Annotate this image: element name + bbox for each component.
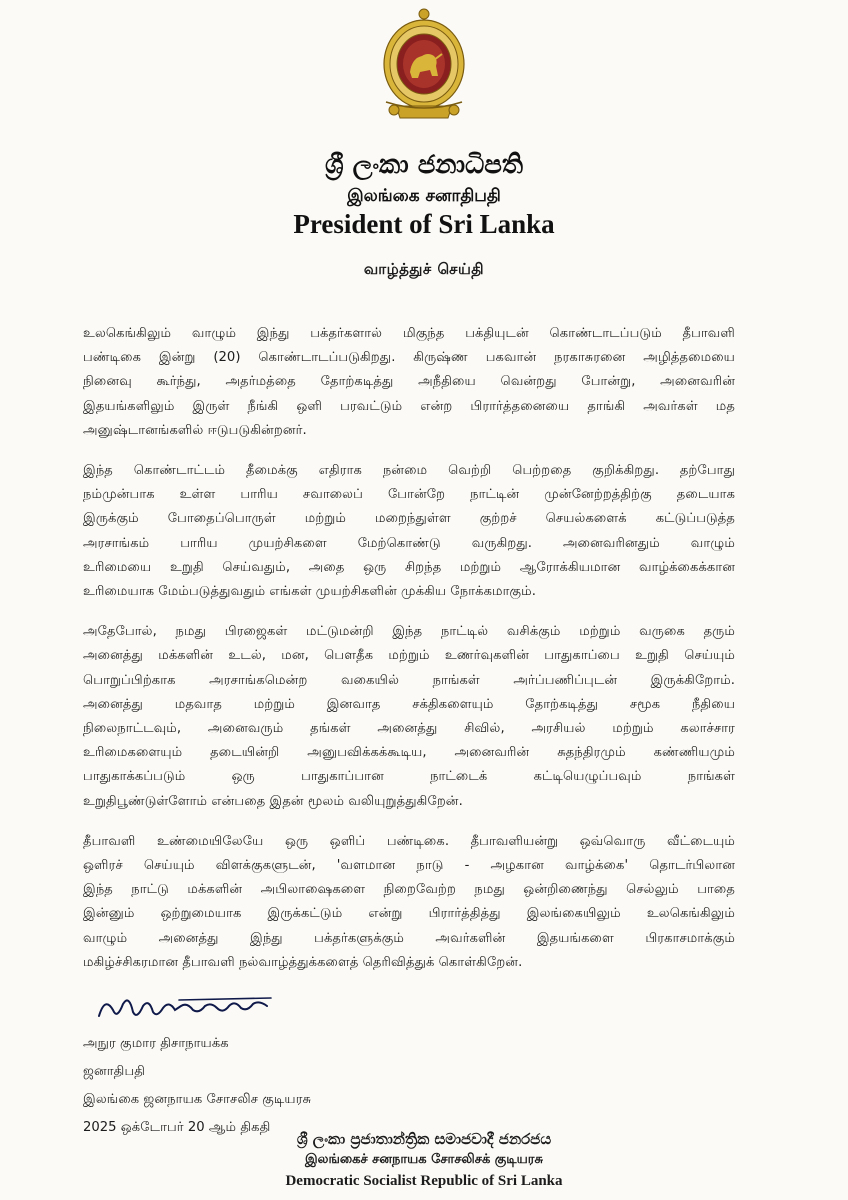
footer — [0, 1128, 848, 1192]
paragraph-line: இந்த நாட்டு மக்களின் அபிலாஷைகளை நிறைவேற்ற நமது ஒன்றிணைந்து செல்லும் பாதை — [83, 882, 735, 898]
letterhead-title-sinhala: ශ්‍රී ලංකා ජනාධිපති — [324, 150, 524, 180]
paragraph-line: உறுதிபூண்டுள்ளோம் என்பதை இதன் மூலம் வலியுறுத்துகிறேன். — [83, 793, 463, 809]
paragraph-line: நினைவு கூர்ந்து, அதர்மத்தை தோற்கடித்து அநீதியை வென்றது போன்று, அனைவரின் — [83, 374, 735, 390]
paragraph-line: உரிமைகளையும் தடையின்றி அனுபவிக்கக்கூடிய, அனைவரின் சுதந்திரமும் கண்ணியமும் — [83, 745, 735, 761]
paragraph-line: இந்த கொண்டாட்டம் தீமைக்கு எதிராக நன்மை வெற்றி பெற்றதை குறிக்கிறது. தற்போது — [83, 463, 735, 479]
signatory-republic: இலங்கை ஜனநாயக சோசலிச குடியரசு — [83, 1092, 312, 1107]
paragraph-line: நிலைநாட்டவும், அனைவரும் தங்கள் அனைத்து சிவில், அரசியல் மற்றும் கலாச்சார — [83, 721, 735, 737]
message-paragraph — [83, 322, 735, 443]
message-body — [83, 322, 735, 991]
footer-tamil: இலங்கைச் சனநாயக சோசலிசக் குடியரசு — [305, 1152, 543, 1167]
paragraph-line: இதயங்களிலும் இருள் நீங்கி ஒளி பரவட்டும் என்ற பிரார்த்தனையை தாங்கி அவர்கள் மத — [83, 398, 735, 414]
message-paragraph — [83, 459, 735, 604]
paragraph-line: அதேபோல், நமது பிரஜைகள் மட்டுமன்றி இந்த நாட்டில் வசிக்கும் மற்றும் வருகை தரும் — [83, 624, 735, 640]
paragraph-line: நம்முன்பாக உள்ள பாரிய சவாலைப் போன்றே நாட்டின் முன்னேற்றத்திற்கு தடையாக — [83, 487, 735, 503]
signatory-name: அநுர குமார திசாநாயக்க — [83, 1036, 229, 1051]
paragraph-line: அனுஷ்டானங்களில் ஈடுபடுகின்றனர். — [83, 422, 307, 438]
footer-sinhala: ශ්‍රී ලංකා ප්‍රජාතාන්ත්‍රික සමාජවාදී ජනරජය — [296, 1130, 552, 1148]
paragraph-line: இன்னும் ஒற்றுமையாக இருக்கட்டும் என்று பிரார்த்தித்து இலங்கையிலும் உலகெங்கிலும் — [83, 906, 735, 922]
message-paragraph — [83, 620, 735, 814]
signatory-title: ஜனாதிபதி — [83, 1064, 146, 1079]
paragraph-line: அரசாங்கம் பாரிய முயற்சிகளை மேற்கொண்டு வருகிறது. அனைவரினதும் வாழும் — [83, 535, 735, 551]
footer-english: Democratic Socialist Republic of Sri Lanka — [285, 1173, 563, 1189]
paragraph-line: பாதுகாக்கப்படும் ஒரு பாதுகாப்பான நாட்டைக் கட்டியெழுப்பவும் நாங்கள் — [83, 769, 735, 785]
letterhead-title-tamil: இலங்கை சனாதிபதி — [347, 186, 501, 206]
paragraph-line: ஒளிரச் செய்யும் விளக்குகளுடன், 'வளமான நாடு - அழகான வாழ்க்கை' தொடர்பிலான — [83, 858, 735, 874]
message-paragraph — [83, 830, 735, 975]
paragraph-line: பொறுப்பிற்காக அரசாங்கமென்ற வகையில் நாங்கள் அர்ப்பணிப்புடன் இருக்கிறோம். — [83, 672, 735, 688]
message-title: வாழ்த்துச் செய்தி — [363, 260, 485, 278]
letterhead-title-english: President of Sri Lanka — [293, 209, 555, 239]
paragraph-line: அனைத்து மக்களின் உடல், மன, பௌதீக மற்றும் உணர்வுகளின் பாதுகாப்பை உறுதி செய்யும் — [83, 648, 735, 664]
paragraph-line: உரிமையை உறுதி செய்வதும், அதை ஒரு சிறந்த மற்றும் ஆரோக்கியமான வாழ்க்கைக்கான — [83, 559, 735, 575]
paragraph-line: உரிமையாக மேம்படுத்துவதும் எங்கள் முயற்சிகளின் முக்கிய நோக்கமாகும். — [83, 584, 536, 600]
paragraph-line: பண்டிகை இன்று (20) கொண்டாடப்படுகிறது. கிருஷ்ண பகவான் நரகாசுரனை அழித்தமையை — [83, 350, 735, 366]
paragraph-line: இருக்கும் போதைப்பொருள் மற்றும் மறைந்துள்ள குற்றச் செயல்களைக் கட்டுப்படுத்த — [83, 511, 735, 527]
paragraph-line: தீபாவளி உண்மையிலேயே ஒரு ஒளிப் பண்டிகை. தீபாவளியன்று ஒவ்வொரு வீட்டையும் — [83, 833, 735, 849]
state-emblem-icon — [380, 6, 468, 124]
paragraph-line: வாழும் அனைத்து இந்து பக்தர்களுக்கும் அவர்களின் இதயங்களை பிரகாசமாக்கும் — [83, 930, 735, 946]
signatory-block — [83, 1030, 311, 1142]
paragraph-line: அனைத்து மதவாத மற்றும் இனவாத சக்திகளையும் தோற்கடித்து சமூக நீதியை — [83, 696, 735, 712]
signature-icon — [95, 990, 275, 1030]
paragraph-line: மகிழ்ச்சிகரமான தீபாவளி நல்வாழ்த்துக்களைத் தெரிவித்துக் கொள்கிறேன். — [83, 954, 523, 970]
paragraph-line: உலகெங்கிலும் வாழும் இந்து பக்தர்களால் மிகுந்த பக்தியுடன் கொண்டாடப்படும் தீபாவளி — [83, 326, 735, 341]
letterhead — [0, 150, 848, 240]
letter-date: 2025 ஒக்டோபர் 20 ஆம் திகதி — [83, 1120, 271, 1135]
